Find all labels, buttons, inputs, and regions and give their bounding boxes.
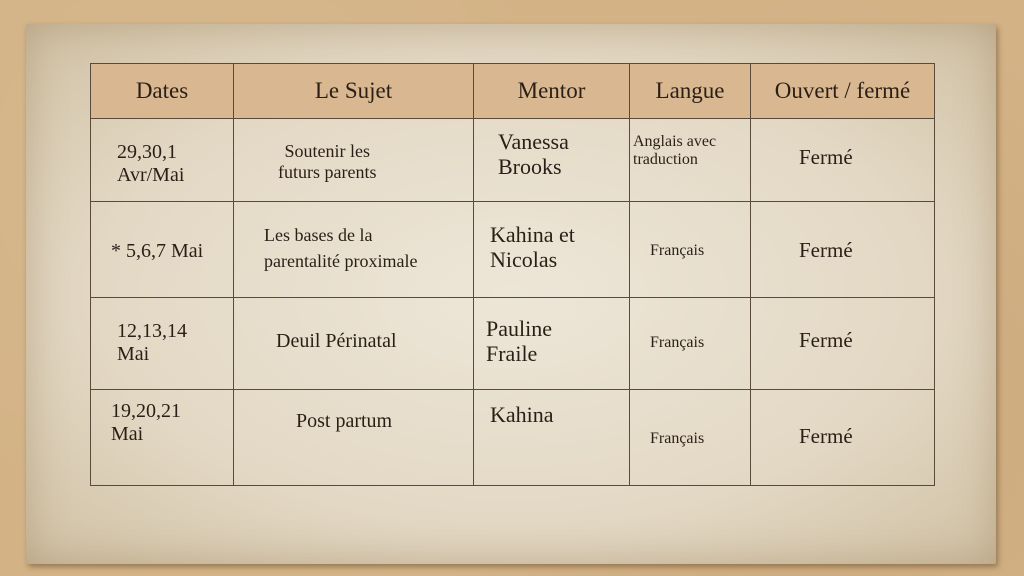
- cell-status: [751, 298, 935, 390]
- header-langue: Langue: [630, 64, 751, 119]
- cell-langue: [630, 390, 751, 486]
- date-line-1: 12,13,14: [117, 320, 187, 342]
- mentor-line-1: Kahina et: [490, 222, 575, 247]
- sujet-line-1: Deuil Périnatal: [276, 330, 397, 352]
- mentor-line-2: Brooks: [498, 154, 562, 180]
- mentor-line-1: Kahina: [490, 402, 554, 427]
- sujet-line-2: parentalité proximale: [264, 251, 418, 272]
- cell-date: [91, 119, 234, 202]
- table-row: [91, 390, 935, 486]
- date-line-1: 19,20,21: [111, 400, 181, 422]
- table-row: [91, 202, 935, 298]
- mentor-line-2: Fraile: [486, 341, 538, 367]
- cell-status: [751, 119, 935, 202]
- cell-sujet: [234, 298, 474, 390]
- cell-langue: [630, 298, 751, 390]
- cell-mentor: [474, 202, 630, 298]
- cell-mentor: [474, 298, 630, 390]
- header-dates: Dates: [91, 64, 234, 119]
- status-text: Fermé: [799, 238, 853, 262]
- date-line-1: 29,30,1: [117, 141, 177, 163]
- table-row: [91, 119, 935, 202]
- date-line-2: Avr/Mai: [117, 164, 185, 186]
- header-mentor: Mentor: [474, 64, 630, 119]
- cell-langue: [630, 119, 751, 202]
- table-header-row: [91, 64, 935, 119]
- sujet-line-1: Post partum: [296, 410, 393, 432]
- status-text: Fermé: [799, 145, 853, 169]
- mentor-line-1: Vanessa: [498, 129, 569, 154]
- cell-status: [751, 202, 935, 298]
- sujet-line-2: futurs parents: [278, 161, 377, 182]
- date-line-2: Mai: [111, 423, 144, 445]
- cell-mentor: [474, 119, 630, 202]
- cell-sujet: [234, 119, 474, 202]
- status-text: Fermé: [799, 328, 853, 352]
- date-line-1: * 5,6,7 Mai: [111, 240, 204, 262]
- cell-langue: [630, 202, 751, 298]
- table-row: [91, 298, 935, 390]
- mentor-line-2: Nicolas: [490, 247, 558, 273]
- header-status: Ouvert / fermé: [751, 64, 935, 119]
- cell-mentor: [474, 390, 630, 486]
- status-text: Fermé: [799, 424, 853, 448]
- cell-date: [91, 202, 234, 298]
- cell-date: [91, 390, 234, 486]
- cell-status: [751, 390, 935, 486]
- mentor-line-1: Pauline: [486, 316, 552, 341]
- langue-line-1: Anglais avec: [633, 133, 717, 150]
- cell-sujet: [234, 390, 474, 486]
- langue-line-2: traduction: [633, 151, 698, 169]
- header-sujet: Le Sujet: [234, 64, 474, 119]
- cell-sujet: [234, 202, 474, 298]
- langue-line-1: Français: [650, 430, 705, 447]
- langue-line-1: Français: [650, 242, 705, 259]
- sujet-line-1: Les bases de la: [264, 225, 373, 245]
- date-line-2: Mai: [117, 343, 150, 365]
- cell-date: [91, 298, 234, 390]
- schedule-table: [90, 63, 935, 486]
- langue-line-1: Français: [650, 334, 705, 351]
- sujet-line-1: Soutenir les: [284, 141, 370, 161]
